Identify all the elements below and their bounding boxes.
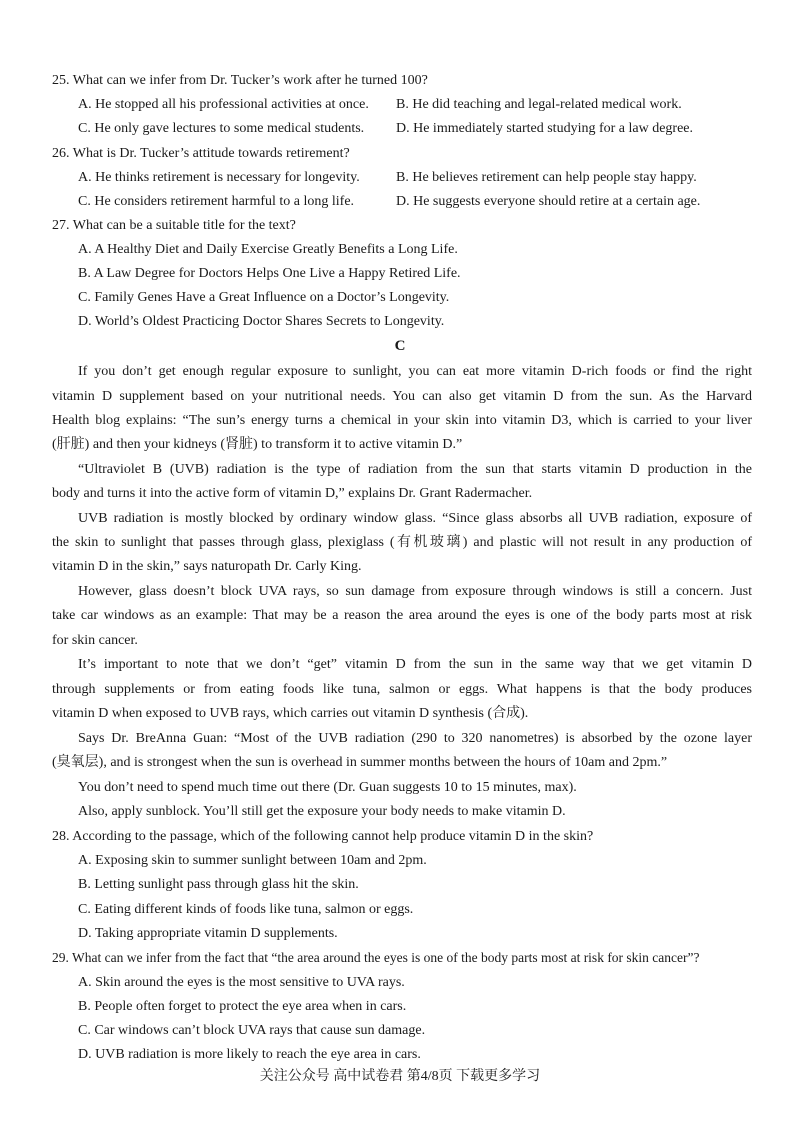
option-27-a: A. A Healthy Diet and Daily Exercise Greatly Benefits a Long Life. <box>78 242 458 257</box>
option-25-b: B. He did teaching and legal-related medical work. <box>396 97 682 112</box>
option-26-a: A. He thinks retirement is necessary for longevity. <box>78 170 360 185</box>
option-28-c: C. Eating different kinds of foods like tuna, salmon or eggs. <box>78 902 414 917</box>
option-28-d: D. Taking appropriate vitamin D supplements. <box>78 926 338 941</box>
option-29-b: B. People often forget to protect the eye area when in cars. <box>78 999 407 1014</box>
passage-line: for skin cancer. <box>52 633 138 648</box>
passage-line: “Ultraviolet B (UVB) radiation is the type of radiation from the sun that starts vitamin D production in the <box>78 462 752 477</box>
option-26-c: C. He considers retirement harmful to a long life. <box>78 194 355 209</box>
passage-line: through supplements or from eating foods like tuna, salmon or eggs. What happens is that the body produces <box>52 682 752 697</box>
section-heading-c: C <box>394 338 406 354</box>
question-text: What can be a suitable title for the text? <box>72 218 296 233</box>
passage-line: Also, apply sunblock. You’ll still get the exposure your body needs to make vitamin D. <box>78 804 566 819</box>
option-28-b: B. Letting sunlight pass through glass hit the skin. <box>78 877 359 892</box>
page-footer: 关注公众号 高中试卷君 第4/8页 下载更多学习 <box>259 1069 541 1084</box>
option-25-c: C. He only gave lectures to some medical students. <box>78 121 365 136</box>
question-number: 29. <box>52 950 69 965</box>
option-28-a: A. Exposing skin to summer sunlight between 10am and 2pm. <box>78 853 427 868</box>
passage-line: However, glass doesn’t block UVA rays, so sun damage from exposure through windows is still a concern. Just <box>78 584 752 599</box>
passage-line: Says Dr. BreAnna Guan: “Most of the UVB radiation (290 to 320 nanometres) is absorbed by the ozone layer <box>78 731 752 746</box>
question-26-stem <box>52 145 350 163</box>
question-number: 26. <box>52 146 70 161</box>
question-text: What can we infer from Dr. Tucker’s work after he turned 100? <box>72 73 428 88</box>
passage-line: It’s important to note that we don’t “get” vitamin D from the sun in the same way that we get vitamin D <box>78 657 752 672</box>
question-25-stem <box>52 72 428 90</box>
passage-line: take car windows as an example: That may be a reason the area around the eyes is one of the body parts most at risk <box>52 608 752 623</box>
question-28-stem <box>52 828 593 846</box>
passage-line: vitamin D in the skin,” says naturopath Dr. Carly King. <box>52 559 362 574</box>
question-number: 27. <box>52 218 70 233</box>
passage-line: If you don’t get enough regular exposure to sunlight, you can eat more vitamin D-rich foods or find the right <box>78 364 752 379</box>
question-text: What is Dr. Tucker’s attitude towards retirement? <box>72 146 350 161</box>
question-text: What can we infer from the fact that “the area around the eyes is one of the body parts most at risk for skin cancer”? <box>72 950 700 965</box>
passage-line: Health blog explains: “The sun’s energy turns a chemical in your skin into vitamin D3, which is carried to your liver <box>52 413 752 428</box>
question-text: According to the passage, which of the following cannot help produce vitamin D in the skin? <box>72 829 594 844</box>
option-27-b: B. A Law Degree for Doctors Helps One Live a Happy Retired Life. <box>78 266 461 281</box>
passage-line: (肝脏) and then your kidneys (肾脏) to transform it to active vitamin D.” <box>52 437 463 452</box>
option-26-d: D. He suggests everyone should retire at a certain age. <box>396 194 701 209</box>
question-number: 25. <box>52 73 70 88</box>
question-number: 28. <box>52 829 70 844</box>
option-25-d: D. He immediately started studying for a law degree. <box>396 121 694 136</box>
passage-line: body and turns it into the active form of vitamin D,” explains Dr. Grant Radermacher. <box>52 486 533 501</box>
option-29-d: D. UVB radiation is more likely to reach the eye area in cars. <box>78 1047 421 1062</box>
passage-line: vitamin D when exposed to UVB rays, which carries out vitamin D synthesis (合成). <box>52 706 529 721</box>
question-27-stem <box>52 217 296 235</box>
option-27-c: C. Family Genes Have a Great Influence on a Doctor’s Longevity. <box>78 290 450 305</box>
question-29-stem <box>52 949 700 967</box>
passage-line: UVB radiation is mostly blocked by ordinary window glass. “Since glass absorbs all UVB radiation, exposure of <box>78 511 752 526</box>
passage-line: the skin to sunlight that passes through glass, plexiglass (有机玻璃) and plastic will not result in any production of <box>52 535 752 550</box>
passage-line: You don’t need to spend much time out there (Dr. Guan suggests 10 to 15 minutes, max). <box>78 780 577 795</box>
option-27-d: D. World’s Oldest Practicing Doctor Shares Secrets to Longevity. <box>78 314 445 329</box>
passage-line: (臭氧层), and is strongest when the sun is overhead in summer months between the hours of 10am and 2pm.” <box>52 755 668 770</box>
passage-line: vitamin D supplement based on your nutritional needs. You can also get vitamin D from the sun. As the Harvard <box>52 389 752 404</box>
option-26-b: B. He believes retirement can help people stay happy. <box>396 170 697 185</box>
option-29-a: A. Skin around the eyes is the most sensitive to UVA rays. <box>78 975 405 990</box>
option-25-a: A. He stopped all his professional activities at once. <box>78 97 369 112</box>
option-29-c: C. Car windows can’t block UVA rays that cause sun damage. <box>78 1023 426 1038</box>
